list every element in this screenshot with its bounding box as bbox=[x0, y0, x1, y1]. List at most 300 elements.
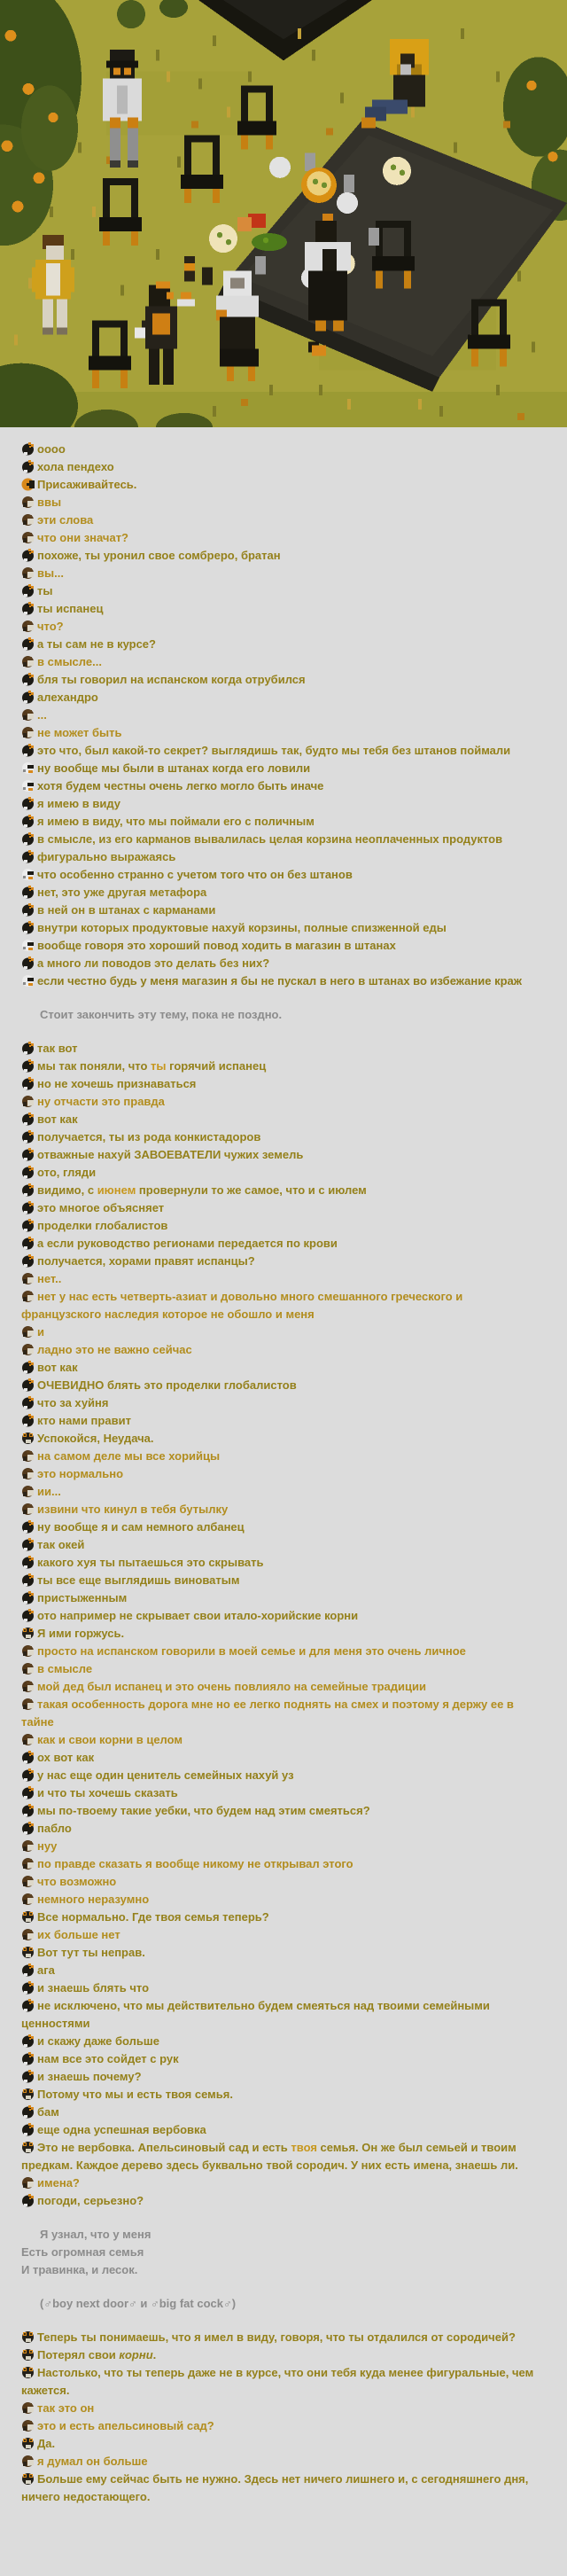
chat-message-text: если честно будь у меня магазин я бы не пускал в него в штанах во избежание краж bbox=[37, 974, 522, 987]
chat-message bbox=[21, 653, 537, 671]
chat-message-text: внутри которых продуктовые нахуй корзины, полные спизженной еды bbox=[37, 921, 447, 934]
chat-message bbox=[21, 1128, 537, 1146]
brown-hair-avatar-icon bbox=[21, 1485, 35, 1498]
chat-message bbox=[21, 1164, 537, 1182]
chat-message bbox=[21, 760, 537, 777]
chat-message-text: видимо, с июнем провернули то же самое, что и с июлем bbox=[37, 1183, 367, 1197]
chat-message bbox=[21, 1784, 537, 1802]
chat-message-text: проделки глобалистов bbox=[37, 1219, 168, 1232]
chat-message-text: что возможно bbox=[37, 1875, 117, 1888]
chat-message-text: а ты сам не в курсе? bbox=[37, 637, 156, 651]
chat-message bbox=[21, 2453, 537, 2471]
chat-message bbox=[21, 2471, 537, 2506]
black-orange-crest-avatar-icon bbox=[21, 1237, 35, 1250]
black-orange-crest-avatar-icon bbox=[21, 1378, 35, 1392]
brown-hair-avatar-icon bbox=[21, 531, 35, 544]
chat-message-text: Больше ему сейчас быть не нужно. Здесь нет ничего лишнего и, с сегодняшнего дня, ничего недостающего. bbox=[21, 2472, 529, 2503]
chat-message-text: Я ими горжусь. bbox=[37, 1627, 125, 1640]
chat-message bbox=[21, 1731, 537, 1749]
chat-message bbox=[21, 866, 537, 884]
black-orange-crest-avatar-icon bbox=[21, 1981, 35, 1994]
chat-message-text: что они значат? bbox=[37, 531, 128, 544]
black-orange-crest-avatar-icon bbox=[21, 921, 35, 934]
brown-hair-avatar-icon bbox=[21, 496, 35, 509]
black-orange-crest-avatar-icon bbox=[21, 1751, 35, 1764]
brown-hair-avatar-icon bbox=[21, 1644, 35, 1658]
black-orange-crest-avatar-icon bbox=[21, 1201, 35, 1214]
goggles-avatar-icon bbox=[21, 2472, 35, 2486]
chat-message-text: Успокойся, Неудача. bbox=[37, 1432, 154, 1445]
chat-message bbox=[21, 1058, 537, 1075]
chat-message bbox=[21, 1146, 537, 1164]
chat-message-text: просто на испанском говорили в моей семье и для меня это очень личное bbox=[37, 1644, 466, 1658]
chat-message-text: нуу bbox=[37, 1839, 58, 1853]
chat-message bbox=[21, 1465, 537, 1483]
chat-message-text: нет, это уже другая метафора bbox=[37, 886, 207, 899]
chat-message bbox=[21, 2033, 537, 2050]
chat-message-text: мы по-твоему такие уебки, что будем над этим смеяться? bbox=[37, 1804, 370, 1817]
goggles-avatar-icon bbox=[21, 2088, 35, 2101]
chat-message-text: что? bbox=[37, 620, 64, 633]
brown-hair-avatar-icon bbox=[21, 655, 35, 668]
chat-message-text: такая особенность дорога мне но ее легко поднять на смех и поэтому я держу ее в тайне bbox=[21, 1698, 514, 1729]
chat-message bbox=[21, 777, 537, 795]
chat-message bbox=[21, 547, 537, 565]
chat-message-text: у нас еще один ценитель семейных нахуй уз bbox=[37, 1768, 294, 1782]
chat-message bbox=[21, 1855, 537, 1873]
chat-message bbox=[21, 742, 537, 760]
black-orange-crest-avatar-icon bbox=[21, 1999, 35, 2012]
chat-message bbox=[21, 1536, 537, 1554]
chat-message-text: ОЧЕВИДНО блять это проделки глобалистов bbox=[37, 1378, 297, 1392]
chat-message bbox=[21, 618, 537, 636]
black-orange-crest-avatar-icon bbox=[21, 832, 35, 846]
chat-message-text: ... bbox=[37, 708, 47, 722]
chat-message-text: немного неразумно bbox=[37, 1893, 150, 1906]
chat-message bbox=[21, 1802, 537, 1820]
goggles-avatar-icon bbox=[21, 2437, 35, 2450]
chat-message bbox=[21, 884, 537, 902]
black-orange-crest-avatar-icon bbox=[21, 2052, 35, 2065]
chat-message-text: не может быть bbox=[37, 726, 122, 739]
chat-message-text: ты испанец bbox=[37, 602, 104, 615]
black-orange-crest-avatar-icon bbox=[21, 797, 35, 810]
chat-message-text: Настолько, что ты теперь даже не в курсе, что они тебя куда менее фигуральные, чем кажется. bbox=[21, 2366, 534, 2397]
brown-hair-avatar-icon bbox=[21, 708, 35, 722]
chat-message bbox=[21, 2364, 537, 2400]
chat-message bbox=[21, 1341, 537, 1359]
chat-message-text: а много ли поводов это делать без них? bbox=[37, 956, 270, 970]
chat-message bbox=[21, 2417, 537, 2435]
black-orange-crest-avatar-icon bbox=[21, 2034, 35, 2048]
black-orange-crest-avatar-icon bbox=[21, 903, 35, 917]
chat-message-text: вообще говоря это хороший повод ходить в магазин в штанах bbox=[37, 939, 396, 952]
chat-message-text: ну отчасти это правда bbox=[37, 1095, 165, 1108]
orange-wedge-avatar-icon bbox=[21, 478, 35, 491]
brown-hair-avatar-icon bbox=[21, 726, 35, 739]
black-orange-crest-avatar-icon bbox=[21, 1609, 35, 1622]
chat-message bbox=[21, 848, 537, 866]
chat-message-text: вот как bbox=[37, 1112, 78, 1126]
black-orange-crest-avatar-icon bbox=[21, 744, 35, 757]
chat-message-text: в ней он в штанах с карманами bbox=[37, 903, 216, 917]
chat-message-text: и что ты хочешь сказать bbox=[37, 1786, 178, 1799]
chat-message-text: алехандро bbox=[37, 691, 98, 704]
chat-message bbox=[21, 1430, 537, 1448]
chat-message bbox=[21, 2346, 537, 2364]
black-orange-crest-avatar-icon bbox=[21, 1822, 35, 1835]
chat-message bbox=[21, 2174, 537, 2192]
game-scene bbox=[0, 0, 567, 427]
chat-message bbox=[21, 1199, 537, 1217]
chat-message-text: ох вот как bbox=[37, 1751, 95, 1764]
brown-hair-avatar-icon bbox=[21, 1928, 35, 1941]
chat-message-text: не исключено, что мы действительно будем смеяться над твоими семейными ценностями bbox=[21, 1999, 490, 2030]
chat-message bbox=[21, 1979, 537, 1997]
chat-message bbox=[21, 1111, 537, 1128]
goggles-avatar-icon bbox=[21, 2366, 35, 2379]
black-orange-crest-avatar-icon bbox=[21, 1538, 35, 1551]
black-orange-crest-avatar-icon bbox=[21, 1768, 35, 1782]
black-orange-crest-avatar-icon bbox=[21, 460, 35, 473]
chat-message-text: что особенно странно с учетом того что он без штанов bbox=[37, 868, 353, 881]
black-orange-crest-avatar-icon bbox=[21, 1042, 35, 1055]
chat-message-text: по правде сказать я вообще никому не открывал этого bbox=[37, 1857, 353, 1870]
chat-message bbox=[21, 565, 537, 582]
game-scene-art bbox=[0, 0, 567, 427]
chat-message-text: так окей bbox=[37, 1538, 85, 1551]
chat-message bbox=[21, 902, 537, 919]
chat-message-text: в смысле... bbox=[37, 655, 102, 668]
chat-message bbox=[21, 600, 537, 618]
white-shades-avatar-icon bbox=[21, 761, 35, 775]
chat-message bbox=[21, 972, 537, 990]
chat-message bbox=[21, 2329, 537, 2346]
chat-message bbox=[21, 1749, 537, 1767]
chat-message bbox=[21, 511, 537, 529]
chat-message-text: я думал он больше bbox=[37, 2455, 148, 2468]
chat-message-text: получается, хорами правят испанцы? bbox=[37, 1254, 255, 1268]
chat-message-text: это многое объясняет bbox=[37, 1201, 165, 1214]
black-orange-crest-avatar-icon bbox=[21, 2123, 35, 2136]
black-orange-crest-avatar-icon bbox=[21, 1520, 35, 1534]
black-orange-crest-avatar-icon bbox=[21, 1183, 35, 1197]
brown-hair-avatar-icon bbox=[21, 1662, 35, 1675]
goggles-avatar-icon bbox=[21, 2141, 35, 2154]
chat-message-text: и знаешь почему? bbox=[37, 2070, 142, 2083]
chat-message-text: что за хуйня bbox=[37, 1396, 109, 1409]
brown-hair-avatar-icon bbox=[21, 1325, 35, 1339]
chat-message-text: отважные нахуй ЗАВОЕВАТЕЛИ чужих земель bbox=[37, 1148, 304, 1161]
chat-message-text: это и есть апельсиновый сад? bbox=[37, 2419, 214, 2432]
chat-message-text: ты bbox=[37, 584, 53, 597]
chat-message bbox=[21, 706, 537, 724]
chat-message bbox=[21, 1678, 537, 1696]
chat-message bbox=[21, 1643, 537, 1660]
chat-message-text: фигурально выражаясь bbox=[37, 850, 176, 863]
chat-message bbox=[21, 955, 537, 972]
chat-message-text: я имею в виду, что мы поймали его с поличным bbox=[37, 815, 315, 828]
goggles-avatar-icon bbox=[21, 1627, 35, 1640]
chat-message-text: кто нами правит bbox=[37, 1414, 131, 1427]
chat-message-text: в смысле bbox=[37, 1662, 93, 1675]
chat-message bbox=[21, 1253, 537, 1270]
chat-message bbox=[21, 2050, 537, 2068]
black-orange-crest-avatar-icon bbox=[21, 1219, 35, 1232]
black-orange-crest-avatar-icon bbox=[21, 2194, 35, 2207]
chat-message bbox=[21, 1554, 537, 1572]
black-orange-crest-avatar-icon bbox=[21, 1148, 35, 1161]
chat-message-text: это нормально bbox=[37, 1467, 124, 1480]
black-orange-crest-avatar-icon bbox=[21, 850, 35, 863]
black-orange-crest-avatar-icon bbox=[21, 2105, 35, 2119]
chat-message-text: мой дед был испанец и это очень повлияло на семейные традиции bbox=[37, 1680, 426, 1693]
chat-message bbox=[21, 1075, 537, 1093]
chat-message-text: как и свои корни в целом bbox=[37, 1733, 183, 1746]
chat-message-text: так вот bbox=[37, 1042, 78, 1055]
chat-message bbox=[21, 2104, 537, 2121]
chat-message-text: ну вообще мы были в штанах когда его ловили bbox=[37, 761, 311, 775]
chat-message bbox=[21, 689, 537, 706]
chat-message bbox=[21, 937, 537, 955]
chat-message-text: вы... bbox=[37, 566, 64, 580]
brown-hair-avatar-icon bbox=[21, 2401, 35, 2415]
chat-message-text: оооо bbox=[37, 442, 66, 456]
chat-message-text: Присаживайтесь. bbox=[37, 478, 137, 491]
chat-message-text: погоди, серьезно? bbox=[37, 2194, 144, 2207]
chat-message bbox=[21, 1182, 537, 1199]
chat-message-text: нам все это сойдет с рук bbox=[37, 2052, 179, 2065]
brown-hair-avatar-icon bbox=[21, 1680, 35, 1693]
chat-message bbox=[21, 1040, 537, 1058]
chat-message bbox=[21, 2068, 537, 2086]
chat-message bbox=[21, 1288, 537, 1323]
chat-message bbox=[21, 1909, 537, 1926]
chat-message bbox=[21, 1377, 537, 1394]
chat-message-text: хола пендехо bbox=[37, 460, 114, 473]
chat-message bbox=[21, 724, 537, 742]
black-orange-crest-avatar-icon bbox=[21, 1361, 35, 1374]
brown-hair-avatar-icon bbox=[21, 1857, 35, 1870]
narration-block: Стоит закончить эту тему, пока не поздно. bbox=[40, 1008, 283, 1021]
chat-message-text: пабло bbox=[37, 1822, 72, 1835]
chat-message-text: и bbox=[37, 1325, 44, 1339]
chat-message bbox=[21, 1270, 537, 1288]
black-orange-crest-avatar-icon bbox=[21, 1786, 35, 1799]
chat-message-text: их больше нет bbox=[37, 1928, 120, 1941]
chat-message-text: нет.. bbox=[37, 1272, 62, 1285]
chat-message bbox=[21, 1625, 537, 1643]
brown-hair-avatar-icon bbox=[21, 2419, 35, 2432]
chat-message-text: Да. bbox=[37, 2437, 56, 2450]
black-orange-crest-avatar-icon bbox=[21, 691, 35, 704]
brown-hair-avatar-icon bbox=[21, 1875, 35, 1888]
black-orange-crest-avatar-icon bbox=[21, 1112, 35, 1126]
chat-message-text: Все нормально. Где твоя семья теперь? bbox=[37, 1910, 269, 1924]
chat-message-text: какого хуя ты пытаешься это скрывать bbox=[37, 1556, 264, 1569]
chat-message-text: в смысле, из его карманов вывалилась целая корзина неоплаченных продуктов bbox=[37, 832, 503, 846]
chat-message bbox=[21, 441, 537, 458]
chat-message-text: но не хочешь признаваться bbox=[37, 1077, 197, 1090]
black-orange-crest-avatar-icon bbox=[21, 1804, 35, 1817]
chat-message-text: ото например не скрывает свои итало-хорийские корни bbox=[37, 1609, 359, 1622]
brown-hair-avatar-icon bbox=[21, 1733, 35, 1746]
black-orange-crest-avatar-icon bbox=[21, 1414, 35, 1427]
chat-message bbox=[21, 2086, 537, 2104]
chat-message bbox=[21, 476, 537, 494]
chat-message bbox=[21, 1820, 537, 1838]
black-orange-crest-avatar-icon bbox=[21, 1591, 35, 1604]
chat-message bbox=[21, 671, 537, 689]
brown-hair-avatar-icon bbox=[21, 1343, 35, 1356]
goggles-avatar-icon bbox=[21, 2348, 35, 2361]
chat-message bbox=[21, 1093, 537, 1111]
black-orange-crest-avatar-icon bbox=[21, 956, 35, 970]
white-shades-avatar-icon bbox=[21, 939, 35, 952]
goggles-avatar-icon bbox=[21, 2330, 35, 2344]
chat-message-text: я имею в виду bbox=[37, 797, 120, 810]
chat-message-text: получается, ты из рода конкистадоров bbox=[37, 1130, 261, 1144]
chat-message bbox=[21, 1501, 537, 1518]
black-orange-crest-avatar-icon bbox=[21, 1059, 35, 1073]
chat-message-text: а если руководство регионами передается по крови bbox=[37, 1237, 338, 1250]
brown-hair-avatar-icon bbox=[21, 1839, 35, 1853]
black-orange-crest-avatar-icon bbox=[21, 549, 35, 562]
chat-message bbox=[21, 1891, 537, 1909]
black-orange-crest-avatar-icon bbox=[21, 815, 35, 828]
black-orange-crest-avatar-icon bbox=[21, 1396, 35, 1409]
white-shades-avatar-icon bbox=[21, 974, 35, 987]
black-orange-crest-avatar-icon bbox=[21, 1130, 35, 1144]
chat-message-text: на самом деле мы все хорийцы bbox=[37, 1449, 221, 1463]
brown-hair-avatar-icon bbox=[21, 2455, 35, 2468]
white-shades-avatar-icon bbox=[21, 868, 35, 881]
chat-message-text: ии... bbox=[37, 1485, 61, 1498]
black-orange-crest-avatar-icon bbox=[21, 1556, 35, 1569]
chat-message bbox=[21, 1235, 537, 1253]
chat-message-text: пристыженным bbox=[37, 1591, 128, 1604]
chat-message bbox=[21, 1217, 537, 1235]
chat-message bbox=[21, 529, 537, 547]
chat-message bbox=[21, 1997, 537, 2033]
chat-message-text: ты все еще выглядишь виноватым bbox=[37, 1573, 240, 1587]
chat-message bbox=[21, 919, 537, 937]
chat-message-text: ага bbox=[37, 1963, 55, 1977]
black-orange-crest-avatar-icon bbox=[21, 637, 35, 651]
chat-message-text: вот как bbox=[37, 1361, 78, 1374]
chat-message-text: это что, был какой-то секрет? выглядишь так, будто мы тебя без штанов поймали bbox=[37, 744, 511, 757]
chat-message bbox=[21, 795, 537, 813]
chat-message bbox=[21, 1323, 537, 1341]
chat-message-text: похоже, ты уронил свое сомбреро, братан bbox=[37, 549, 281, 562]
chat-log bbox=[0, 427, 567, 2515]
brown-hair-avatar-icon bbox=[21, 1503, 35, 1516]
chat-message-text: ладно это не важно сейчас bbox=[37, 1343, 192, 1356]
chat-message bbox=[21, 2435, 537, 2453]
chat-message-text: так это он bbox=[37, 2401, 95, 2415]
chat-message bbox=[21, 1926, 537, 1944]
brown-hair-avatar-icon bbox=[21, 1893, 35, 1906]
white-shades-avatar-icon bbox=[21, 779, 35, 792]
goggles-avatar-icon bbox=[21, 1432, 35, 1445]
chat-message bbox=[21, 1412, 537, 1430]
goggles-avatar-icon bbox=[21, 1910, 35, 1924]
chat-message bbox=[21, 1448, 537, 1465]
narration-block: (♂boy next door♂ и ♂big fat cock♂) bbox=[40, 2297, 237, 2310]
chat-message-text: еще одна успешная вербовка bbox=[37, 2123, 206, 2136]
goggles-avatar-icon bbox=[21, 1946, 35, 1959]
chat-message-text: Это не вербовка. Апельсиновый сад и есть твоя семья. Он же был семьей и твоим предкам. Каждое дерево здесь буквально твой сородич. У них есть имена, знаешь ли. bbox=[21, 2141, 518, 2172]
chat-message bbox=[21, 582, 537, 600]
black-orange-crest-avatar-icon bbox=[21, 2070, 35, 2083]
chat-message-text: бам bbox=[37, 2105, 59, 2119]
brown-hair-avatar-icon bbox=[21, 1272, 35, 1285]
chat-message bbox=[21, 1767, 537, 1784]
chat-message-text: и скажу даже больше bbox=[37, 2034, 159, 2048]
chat-message bbox=[21, 1944, 537, 1962]
black-orange-crest-avatar-icon bbox=[21, 673, 35, 686]
chat-message-text: ввы bbox=[37, 496, 62, 509]
chat-message bbox=[21, 1518, 537, 1536]
chat-message-text: Потерял свои корни. bbox=[37, 2348, 157, 2361]
black-orange-crest-avatar-icon bbox=[21, 442, 35, 456]
chat-message bbox=[21, 1483, 537, 1501]
chat-message-text: Вот тут ты неправ. bbox=[37, 1946, 145, 1959]
brown-hair-avatar-icon bbox=[21, 1290, 35, 1303]
chat-message bbox=[21, 458, 537, 476]
chat-message bbox=[21, 1359, 537, 1377]
chat-message bbox=[21, 1589, 537, 1607]
chat-message-text: извини что кинул в тебя бутылку bbox=[37, 1503, 229, 1516]
chat-message bbox=[21, 2192, 537, 2210]
chat-message-text: нет у нас есть четверть-азиат и довольно много смешанного греческого и французского наследия которое не обошло и меня bbox=[21, 1290, 463, 1321]
chat-message-text: эти слова bbox=[37, 513, 94, 527]
black-orange-crest-avatar-icon bbox=[21, 584, 35, 597]
brown-hair-avatar-icon bbox=[21, 1449, 35, 1463]
brown-hair-avatar-icon bbox=[21, 1095, 35, 1108]
chat-message bbox=[21, 1873, 537, 1891]
chat-message bbox=[21, 636, 537, 653]
black-orange-crest-avatar-icon bbox=[21, 1166, 35, 1179]
chat-message-text: имена? bbox=[37, 2176, 80, 2190]
chat-message-text: ото, гляди bbox=[37, 1166, 97, 1179]
brown-hair-avatar-icon bbox=[21, 566, 35, 580]
chat-message bbox=[21, 1696, 537, 1731]
chat-message bbox=[21, 2139, 537, 2174]
brown-hair-avatar-icon bbox=[21, 620, 35, 633]
brown-hair-avatar-icon bbox=[21, 1698, 35, 1711]
chat-message-text: Теперь ты понимаешь, что я имел в виду, говоря, что ты отдалился от сородичей? bbox=[37, 2330, 516, 2344]
black-orange-crest-avatar-icon bbox=[21, 1077, 35, 1090]
black-orange-crest-avatar-icon bbox=[21, 886, 35, 899]
chat-message-text: мы так поняли, что ты горячий испанец bbox=[37, 1059, 267, 1073]
black-orange-crest-avatar-icon bbox=[21, 1573, 35, 1587]
narration-block: Я узнал, что у меня Есть огромная семья И травинка, и лесок. bbox=[21, 2228, 151, 2276]
chat-message-text: бля ты говорил на испанском когда отрубился bbox=[37, 673, 306, 686]
chat-message bbox=[21, 813, 537, 831]
chat-message bbox=[21, 1660, 537, 1678]
chat-message bbox=[21, 1572, 537, 1589]
chat-message bbox=[21, 2400, 537, 2417]
black-orange-crest-avatar-icon bbox=[21, 602, 35, 615]
brown-hair-avatar-icon bbox=[21, 513, 35, 527]
chat-message bbox=[21, 1962, 537, 1979]
brown-hair-avatar-icon bbox=[21, 2176, 35, 2190]
black-orange-crest-avatar-icon bbox=[21, 1963, 35, 1977]
black-orange-crest-avatar-icon bbox=[21, 1254, 35, 1268]
chat-message-text: и знаешь блять что bbox=[37, 1981, 150, 1994]
chat-message bbox=[21, 2121, 537, 2139]
